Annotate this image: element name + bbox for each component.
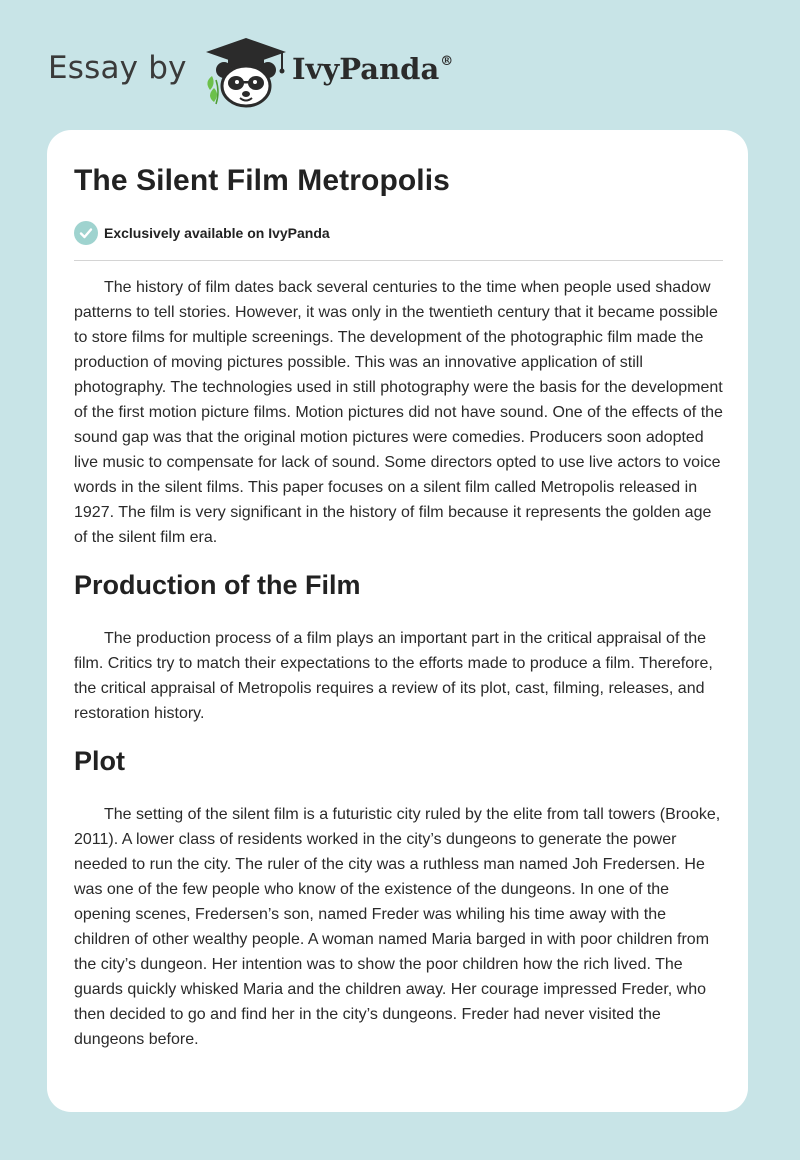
check-circle-icon (74, 221, 98, 245)
plot-paragraph: The setting of the silent film is a futuristic city ruled by the elite from tall towers (Brooke, 2011). A lower class of residents worked in the city’s dungeons to generate the power needed to run the city. The ruler of the city was a ruthless man named Joh Fredersen. He was one of the few people who know of the existence of the dungeons. In one of the opening scenes, Fredersen’s son, named Freder was whiling his time away with the children of other wealthy people. A woman named Maria barged in with poor children from the city’s dungeon. Her intention was to show the poor children how the rich lived. The guards quickly whisked Maria and the children away. Her courage impressed Freder, who then decided to go and find her in the city’s dungeons. Freder had never visited the dungeons before. (74, 806, 721, 1048)
site-header (0, 0, 800, 130)
section-heading-plot: Plot (74, 746, 125, 776)
intro-paragraph: The history of film dates back several centuries to the time when people used shadow patterns to tell stories. However, it was only in the twentieth century that it became possible to store films for multiple screenings. The development of the photographic film made the production of moving pictures possible. This was an innovative application of still photography. The technologies used in still photography were the basis for the development of the first motion picture films. Motion pictures did not have sound. One of the effects of the sound gap was that the original motion pictures were comedies. Producers soon adopted live music to compensate for lack of sound. Some directors opted to use live actors to voice words in the silent films. This paper focuses on a silent film called Metropolis released in 1927. The film is very significant in the history of film because it represents the golden age of the silent film era. (74, 279, 723, 546)
article-body (74, 275, 725, 1052)
article-title: The Silent Film Metropolis (74, 164, 450, 197)
exclusive-badge-label: Exclusively available on IvyPanda (104, 225, 330, 241)
registered-mark: ® (440, 54, 454, 69)
exclusive-badge (74, 221, 330, 245)
brand-text: IvyPanda (292, 52, 440, 86)
divider (74, 260, 723, 261)
article-card (47, 130, 748, 1112)
brand-name[interactable] (292, 52, 453, 86)
essay-by-label: Essay by (48, 50, 187, 86)
production-paragraph: The production process of a film plays an important part in the critical appraisal of the film. Critics try to match their expectations to the efforts made to produce a film. Therefore, the critical appraisal of Metropolis requires a review of its plot, cast, filming, releases, and restoration history. (74, 630, 713, 722)
section-heading-production: Production of the Film (74, 570, 361, 600)
ivypanda-logo-icon[interactable] (200, 36, 292, 110)
